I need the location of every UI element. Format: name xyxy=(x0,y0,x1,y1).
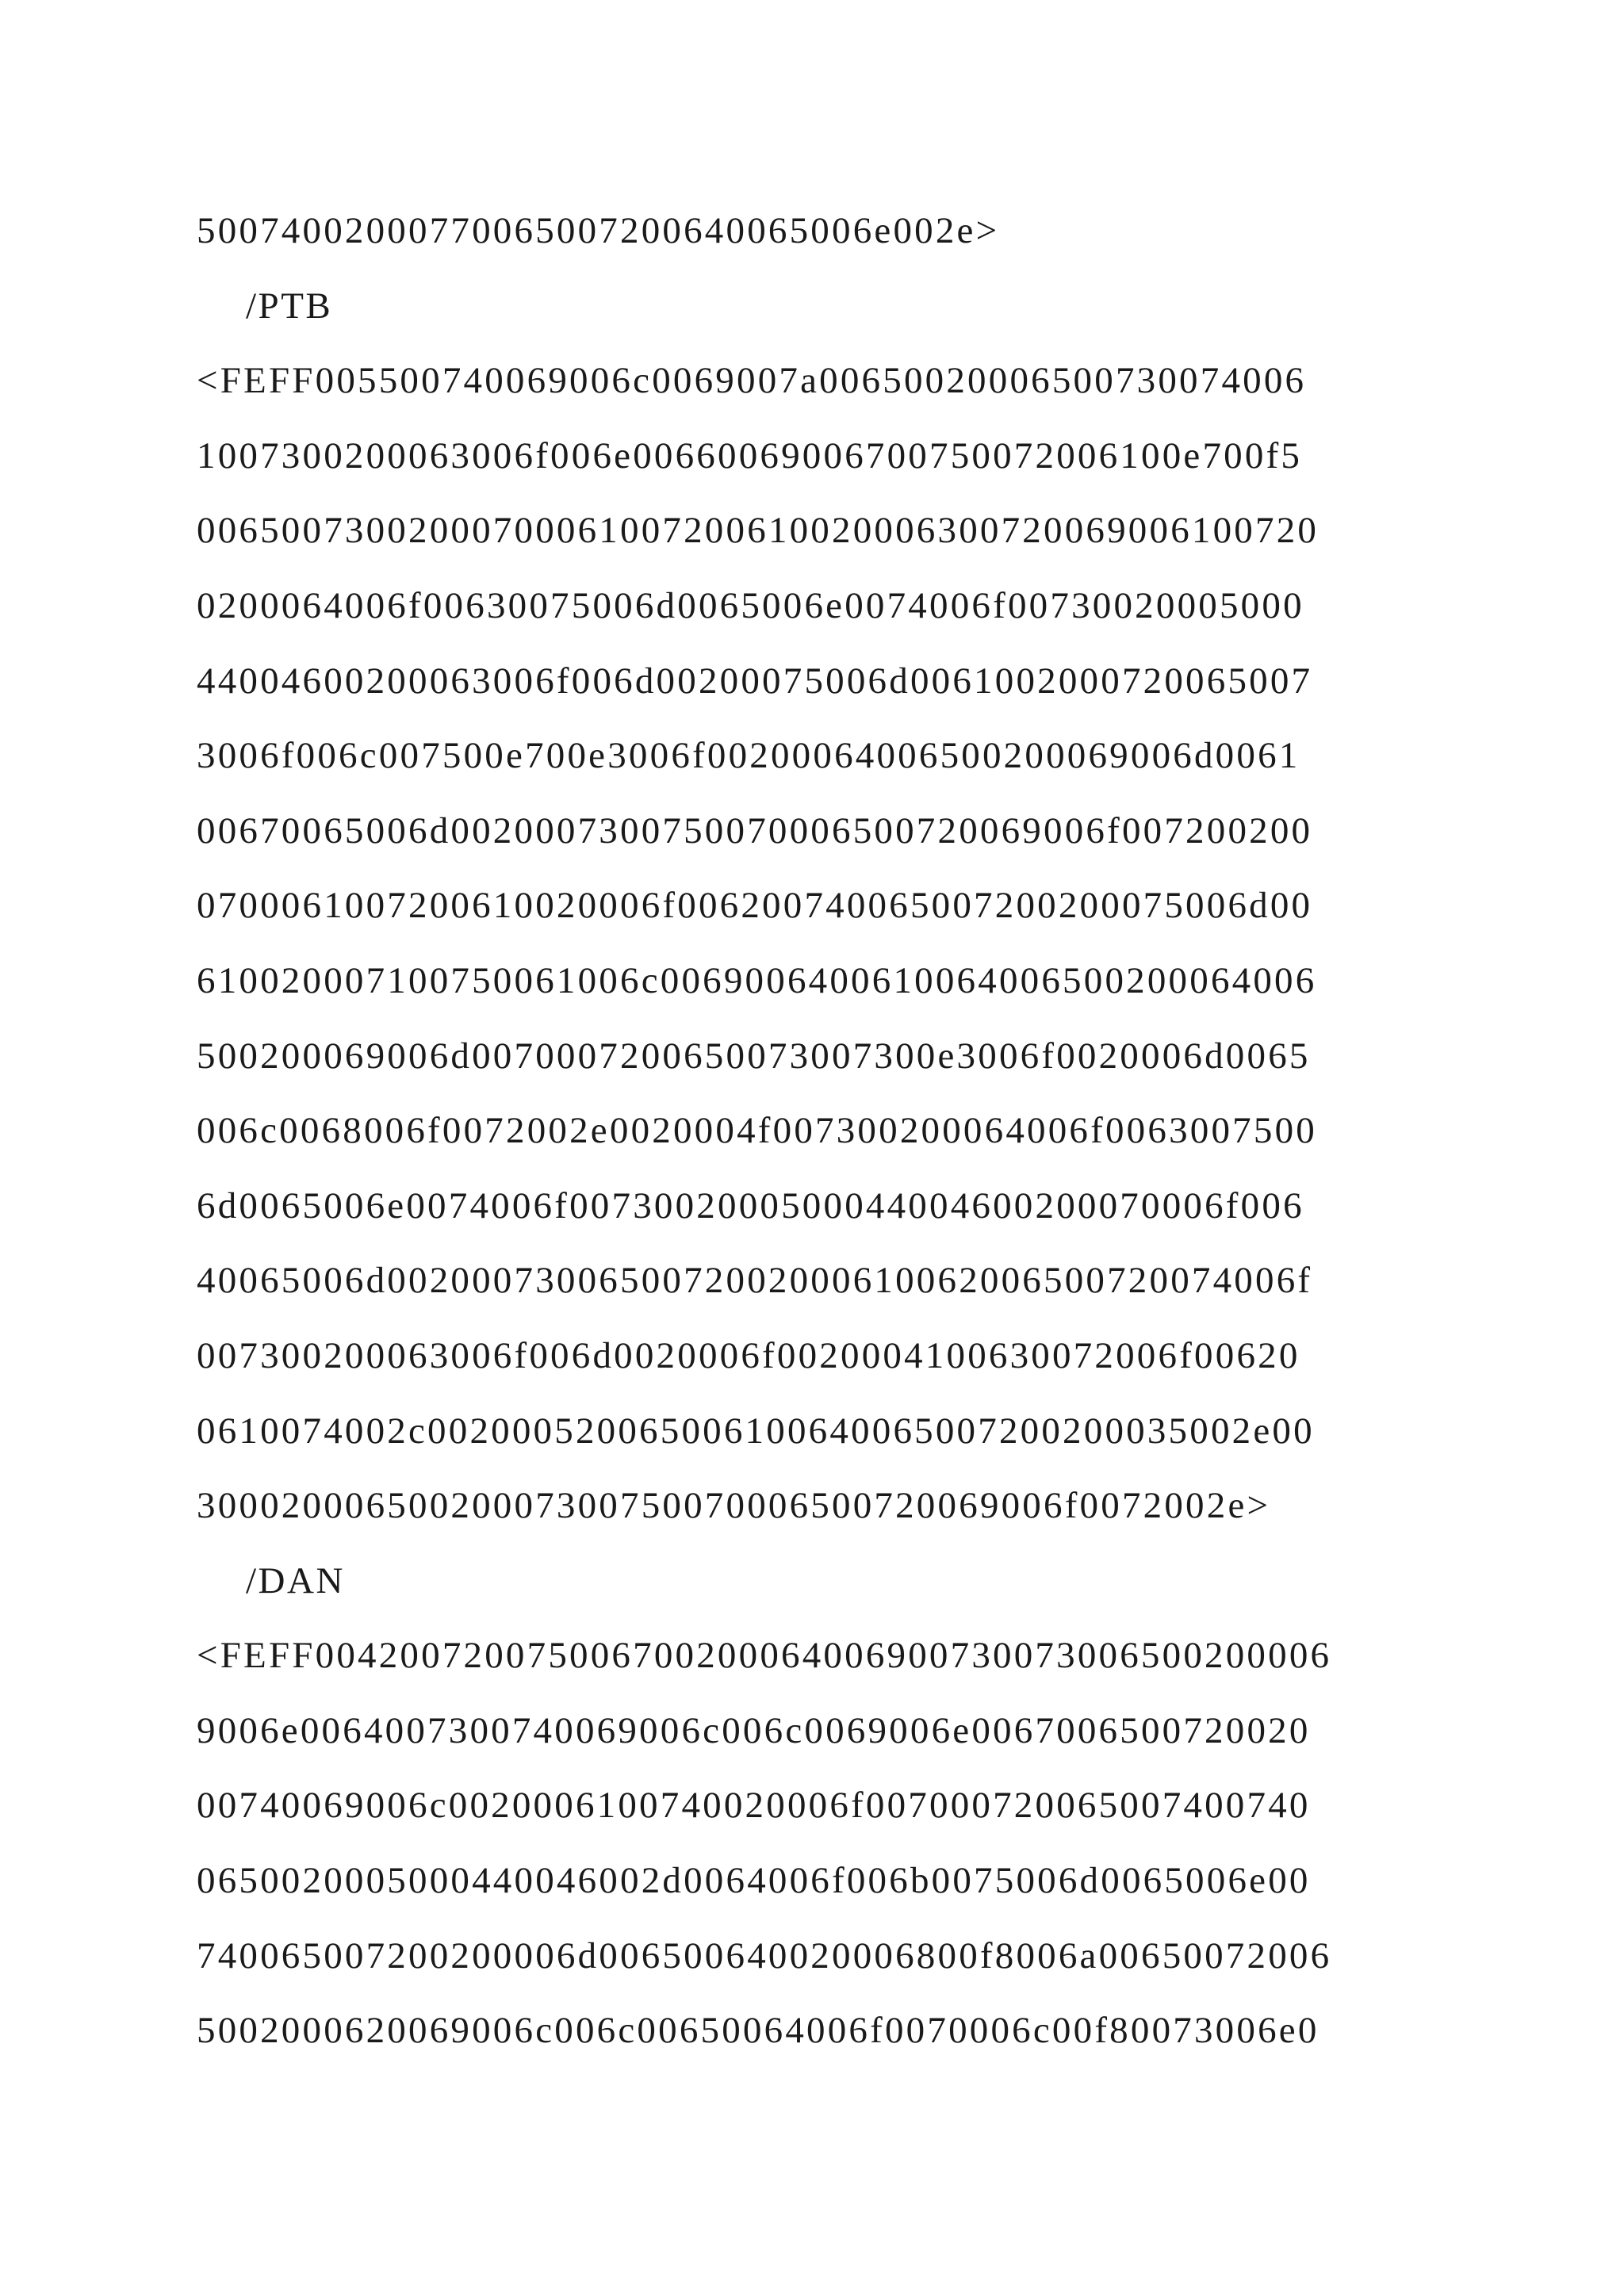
text-line: 500200069006d0070007200650073007300e3006f0020006d0065 xyxy=(197,1035,1311,1077)
text-line: 00740069006c0020006100740020006f007000720065007400740 xyxy=(197,1785,1311,1827)
text-line: <FEFF004200720075006700200064006900730073006500200006 xyxy=(197,1635,1332,1677)
document-body xyxy=(197,193,1434,2068)
section-label-dan: /DAN xyxy=(246,1559,345,1601)
text-line: 6d0065006e0074006f0073002000500044004600200070006f006 xyxy=(197,1184,1304,1226)
text-line: 0700061007200610020006f006200740065007200200075006d00 xyxy=(197,885,1313,927)
text-line: 610020007100750061006c0069006400610064006500200064006 xyxy=(197,959,1317,1001)
text-line: 006c0068006f0072002e0020004f007300200064006f0063007500 xyxy=(197,1110,1317,1152)
text-line: 5002000620069006c006c00650064006f0070006c00f80073006e0 xyxy=(197,2010,1320,2052)
text-line: <FEFF005500740069006c0069007a00650020006500730074006 xyxy=(197,360,1307,402)
text-line: 3006f006c007500e700e3006f00200064006500200069006d0061 xyxy=(197,735,1300,777)
text-line: 1007300200063006f006e00660069006700750072006100e700f5 xyxy=(197,434,1303,476)
text-line: 30002000650020007300750070006500720069006f0072002e> xyxy=(197,1485,1271,1527)
text-line: 00670065006d0020007300750070006500720069006f007200200 xyxy=(197,809,1313,851)
text-line: 0650020005000440046002d0064006f006b0075006d0065006e00 xyxy=(197,1860,1311,1902)
text-line: 0200064006f00630075006d0065006e0074006f00730020005000 xyxy=(197,584,1304,626)
text-line: 44004600200063006f006d00200075006d0061002000720065007 xyxy=(197,660,1313,702)
text-line: 50074002000770065007200640065006e002e> xyxy=(197,210,1000,251)
text-line: 007300200063006f006d0020006f0020004100630072006f00620 xyxy=(197,1334,1300,1376)
text-line: 40065006d0020007300650072002000610062006500720074006f xyxy=(197,1260,1313,1302)
text-line: 0610074002c002000520065006100640065007200200035002e00 xyxy=(197,1410,1315,1452)
text-line: 740065007200200006d006500640020006800f8006a00650072006 xyxy=(197,1934,1332,1976)
text-line: 00650073002000700061007200610020006300720069006100720 xyxy=(197,510,1320,552)
section-label-ptb: /PTB xyxy=(246,285,333,327)
text-line: 9006e0064007300740069006c006c0069006e0067006500720020 xyxy=(197,1709,1311,1751)
